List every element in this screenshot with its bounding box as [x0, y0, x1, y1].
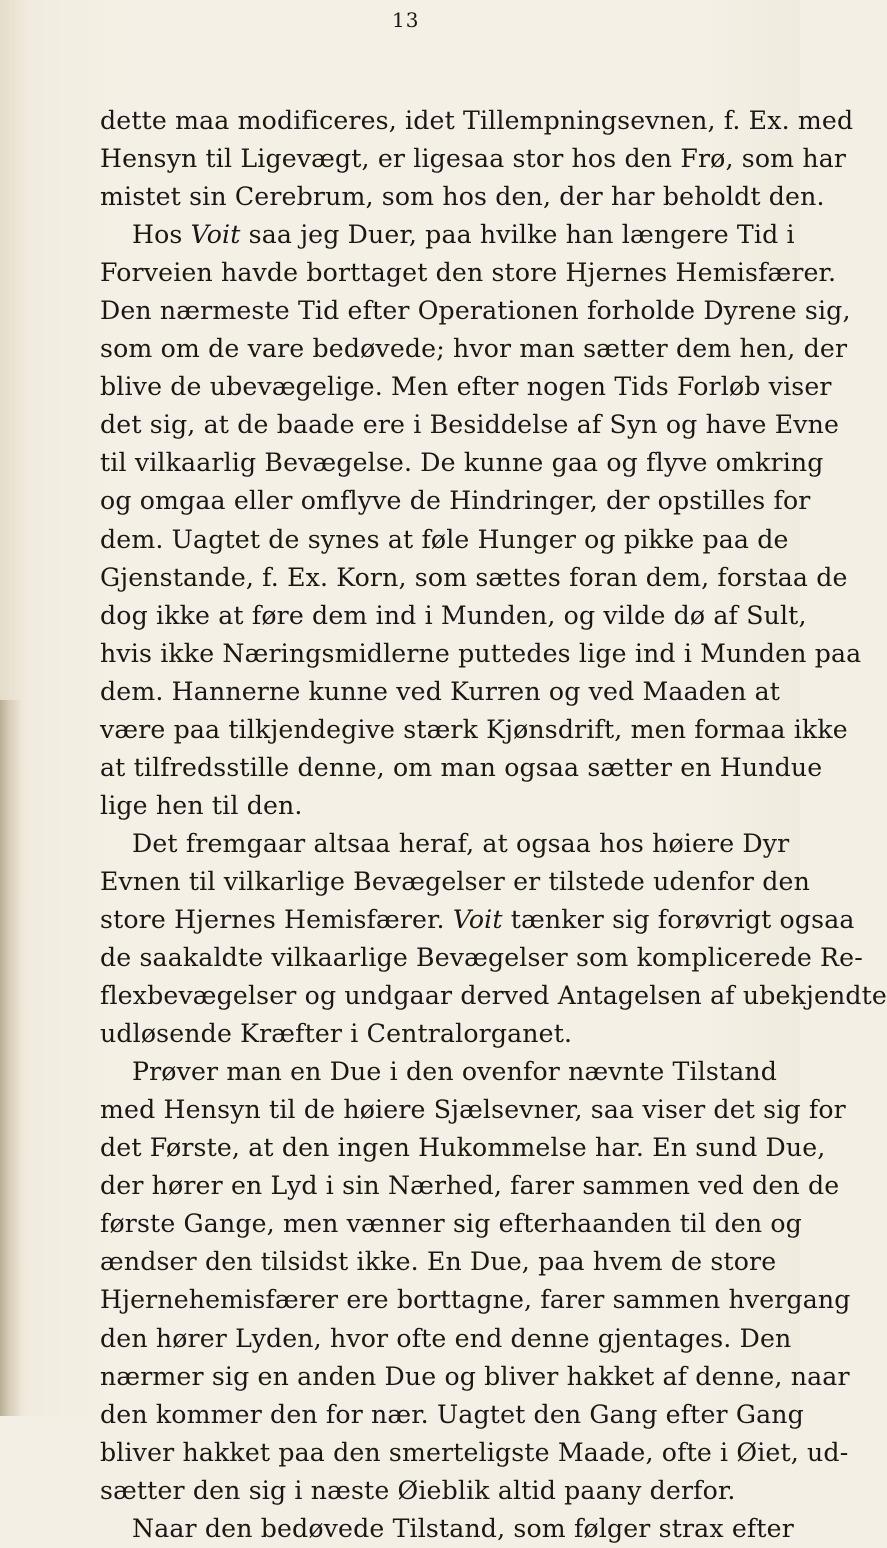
text-line: Den nærmeste Tid efter Operationen forholde Dyrene sig,	[100, 296, 851, 326]
text-line: store Hjernes Hemisfærer. Voit tænker sig forøvrigt ogsaa	[100, 904, 855, 934]
text-line: lige hen til den.	[100, 790, 303, 820]
text-line: nærmer sig en anden Due og bliver hakket af denne, naar	[100, 1361, 850, 1391]
text-line: den hører Lyden, hvor ofte end denne gjentages. Den	[100, 1323, 792, 1353]
text-line: mistet sin Cerebrum, som hos den, der har beholdt den.	[100, 182, 825, 212]
text-line: første Gange, men vænner sig efterhaanden til den og	[100, 1209, 802, 1239]
text-line: blive de ubevægelige. Men efter nogen Tids Forløb viser	[100, 372, 832, 402]
text-line: være paa tilkjendegive stærk Kjønsdrift, men formaa ikke	[100, 714, 848, 744]
text-line: med Hensyn til de høiere Sjælsevner, saa viser det sig for	[100, 1095, 846, 1125]
text-line: Hjernehemisfærer ere borttagne, farer sammen hvergang	[100, 1285, 851, 1315]
text-line: udløsende Kræfter i Centralorganet.	[100, 1019, 573, 1049]
text-line: til vilkaarlig Bevægelse. De kunne gaa og flyve omkring	[100, 448, 824, 478]
text-line: bliver hakket paa den smerteligste Maade, ofte i Øiet, ud-	[100, 1437, 849, 1467]
text-line: det sig, at de baade ere i Besiddelse af Syn og have Evne	[100, 410, 840, 440]
text-line: ændser den tilsidst ikke. En Due, paa hvem de store	[100, 1247, 777, 1277]
text-line: dem. Hannerne kunne ved Kurren og ved Maaden at	[100, 676, 781, 706]
text-line: den kommer den for nær. Uagtet den Gang efter Gang	[100, 1399, 804, 1429]
text-line: Det fremgaar altsaa heraf, at ogsaa hos høiere Dyr	[132, 828, 790, 858]
text-line: flexbevægelser og undgaar derved Antagelsen af ubekjendte	[100, 981, 887, 1011]
italic-name: Voit	[452, 904, 503, 934]
page-number: 13	[392, 8, 420, 32]
text-line: Forveien havde borttaget den store Hjernes Hemisfærer.	[100, 258, 837, 288]
text-line: der hører en Lyd i sin Nærhed, farer sammen ved den de	[100, 1171, 840, 1201]
text-line: dette maa modificeres, idet Tillempningsevnen, f. Ex. med	[100, 106, 854, 135]
text-line: Hos Voit saa jeg Duer, paa hvilke han længere Tid i	[132, 220, 795, 250]
text-line: Hensyn til Ligevægt, er ligesaa stor hos den Frø, som har	[100, 144, 847, 174]
text-line: dog ikke at føre dem ind i Munden, og vilde dø af Sult,	[100, 600, 807, 630]
text-line: som om de vare bedøvede; hvor man sætter dem hen, der	[100, 334, 848, 364]
text-line: de saakaldte vilkaarlige Bevægelser som komplicerede Re-	[100, 943, 863, 973]
binding-shadow	[0, 700, 22, 1416]
text-line: og omgaa eller omflyve de Hindringer, der opstilles for	[100, 486, 811, 516]
text-line: Evnen til vilkarlige Bevægelser er tilstede udenfor den	[100, 866, 810, 896]
text-line: Naar den bedøvede Tilstand, som følger strax efter	[132, 1513, 794, 1543]
text-line: sætter den sig i næste Øieblik altid paany derfor.	[100, 1475, 736, 1505]
body-text	[100, 102, 887, 1548]
text-line: dem. Uagtet de synes at føle Hunger og pikke paa de	[100, 524, 789, 554]
italic-name: Voit	[190, 220, 241, 250]
text-line: hvis ikke Næringsmidlerne puttedes lige ind i Munden paa	[100, 638, 862, 668]
text-line: at tilfredsstille denne, om man ogsaa sætter en Hundue	[100, 752, 823, 782]
text-line: Gjenstande, f. Ex. Korn, som sættes foran dem, forstaa de	[100, 562, 848, 592]
text-line: det Første, at den ingen Hukommelse har. En sund Due,	[100, 1133, 826, 1163]
text-line: Prøver man en Due i den ovenfor nævnte Tilstand	[132, 1057, 778, 1087]
